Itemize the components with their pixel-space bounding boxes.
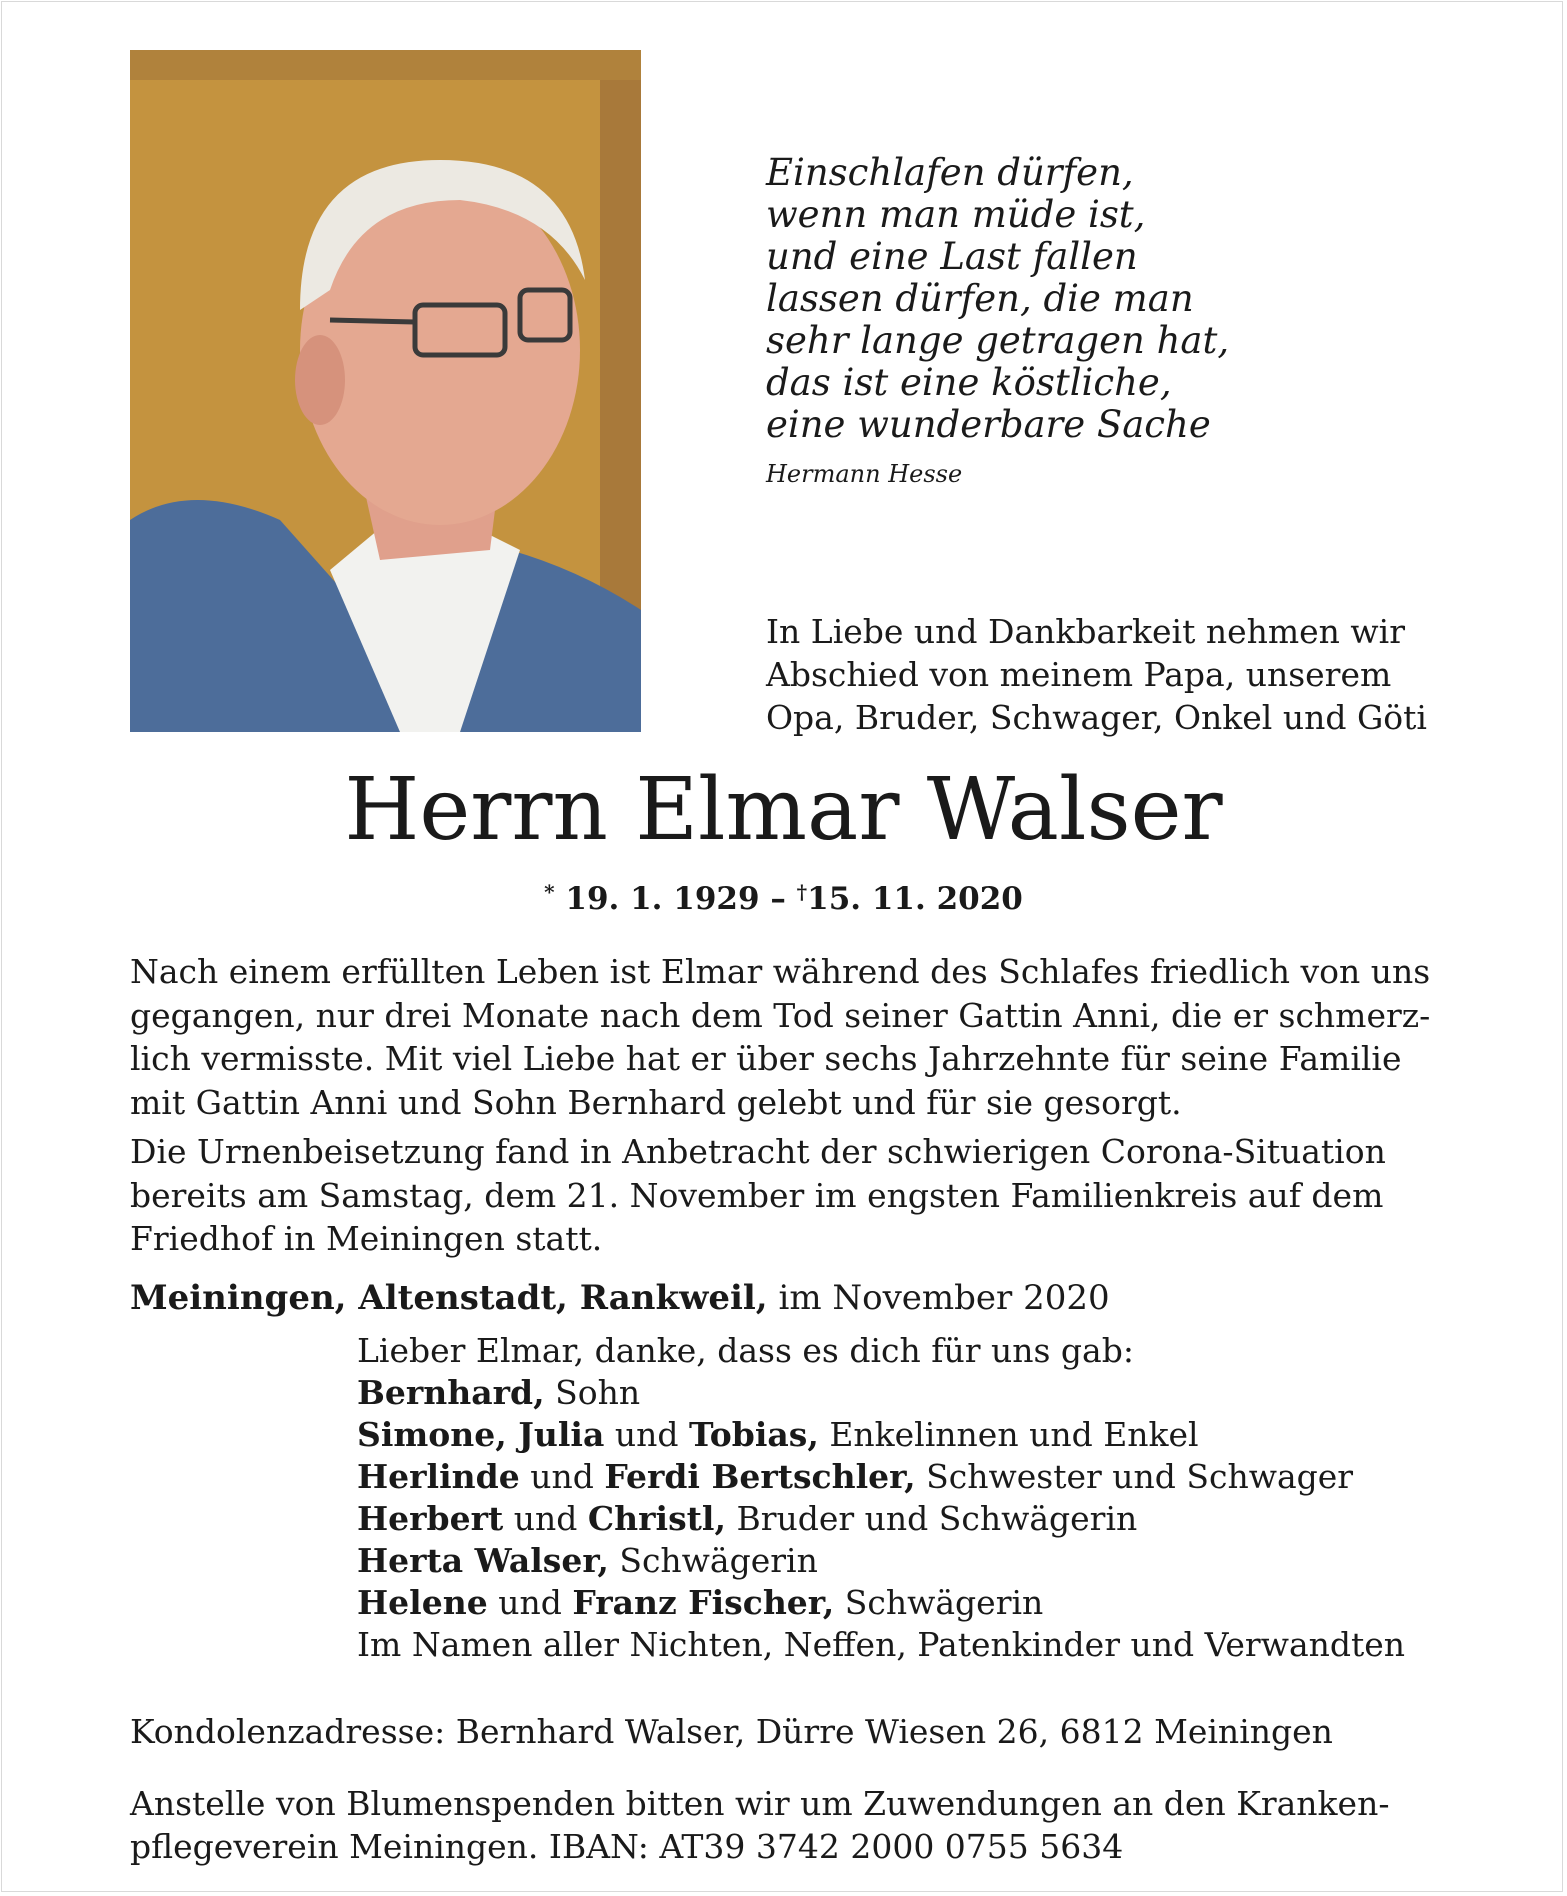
death-date: 15. 11. 2020 <box>807 881 1023 917</box>
poem-line: eine wunderbare Sache <box>766 403 1211 446</box>
mourner-name: Ferdi Bertschler, <box>604 1457 916 1496</box>
mourner-relation: Schwester und Schwager <box>926 1457 1354 1496</box>
mourner-relation: Enkelinnen und Enkel <box>829 1415 1199 1454</box>
mourner-row <box>357 1456 1457 1498</box>
mourner-row <box>357 1498 1457 1540</box>
text-line: mit Gattin Anni und Sohn Bernhard gelebt und für sie gesorgt. <box>130 1082 1182 1122</box>
mourners-list <box>357 1330 1457 1666</box>
text-line: Friedhof in Meiningen statt. <box>130 1219 603 1258</box>
mourner-relation: Schwägerin <box>844 1583 1044 1622</box>
mourner-name: Christl, <box>587 1499 726 1538</box>
conjunction: und <box>498 1583 562 1622</box>
text-line: gegangen, nur drei Monate nach dem Tod seiner Gattin Anni, die er schmerz- <box>130 995 1431 1035</box>
mourner-name: Tobias, <box>688 1415 819 1454</box>
poem-line: sehr lange getragen hat, <box>766 319 1230 362</box>
intro-text <box>766 610 1436 739</box>
text-line: lich vermisste. Mit viel Liebe hat er über sechs Jahrzehnte für seine Familie <box>130 1039 1402 1078</box>
birth-mark: * <box>544 880 555 904</box>
life-dates <box>0 880 1567 917</box>
mourner-name: Herbert <box>357 1499 504 1538</box>
mourner-row <box>357 1414 1457 1456</box>
poem-line: wenn man müde ist, <box>766 193 1146 236</box>
mourner-relation: Sohn <box>555 1373 641 1412</box>
poem <box>766 152 1266 446</box>
mourner-name: Bernhard, <box>357 1373 545 1412</box>
date-separator: – <box>770 881 786 917</box>
text-line: bereits am Samstag, dem 21. November im engsten Familienkreis auf dem <box>130 1175 1384 1215</box>
paragraph-life <box>130 950 1440 1124</box>
deceased-name: Herrn Elmar Walser <box>344 760 1223 860</box>
intro-line: Opa, Bruder, Schwager, Onkel und Göti <box>766 698 1427 737</box>
intro-line: In Liebe und Dankbarkeit nehmen wir <box>766 612 1406 651</box>
places: Meiningen, Altenstadt, Rankweil, <box>130 1278 768 1318</box>
donation-note <box>130 1782 1389 1868</box>
text-line: Die Urnenbeisetzung fand in Anbetracht der schwierigen Corona-Situation <box>130 1132 1386 1171</box>
poem-line: und eine Last fallen <box>766 235 1138 278</box>
conjunction: und <box>530 1457 594 1496</box>
text-line: Anstelle von Blumenspenden bitten wir um Zuwendungen an den Kranken- <box>130 1784 1390 1823</box>
mourner-name: Herlinde <box>357 1457 520 1496</box>
mourner-name: Helene <box>357 1583 488 1622</box>
mourner-name: Herta Walser, <box>357 1541 609 1580</box>
thanks-line: Lieber Elmar, danke, dass es dich für uns gab: <box>357 1331 1134 1370</box>
mourner-row <box>357 1540 1457 1582</box>
poem-line: das ist eine köstliche, <box>766 361 1172 404</box>
mourner-row <box>357 1372 1457 1414</box>
poem-line: Einschlafen dürfen, <box>766 151 1134 194</box>
paragraph-burial <box>130 1130 1440 1261</box>
birth-date: 19. 1. 1929 <box>565 881 760 917</box>
poem-line: lassen dürfen, die man <box>766 277 1194 320</box>
portrait-photo <box>130 50 641 732</box>
text-line: Nach einem erfüllten Leben ist Elmar während des Schlafes friedlich von uns <box>130 952 1431 991</box>
conjunction: und <box>513 1499 578 1538</box>
closing-line: Im Namen aller Nichten, Neffen, Patenkinder und Verwandten <box>357 1625 1406 1664</box>
intro-line: Abschied von meinem Papa, unserem <box>766 655 1392 694</box>
death-mark: † <box>796 880 808 904</box>
conjunction: und <box>614 1415 679 1454</box>
place-date-line <box>130 1278 1110 1318</box>
poem-author: Hermann Hesse <box>766 460 963 488</box>
notice-date: im November 2020 <box>778 1278 1110 1318</box>
mourner-relation: Schwägerin <box>619 1541 818 1580</box>
mourner-name: Franz Fischer, <box>572 1583 835 1622</box>
condolence-address: Kondolenzadresse: Bernhard Walser, Dürre Wiesen 26, 6812 Meiningen <box>130 1712 1333 1751</box>
mourner-relation: Bruder und Schwägerin <box>736 1499 1138 1538</box>
text-line: pflegeverein Meiningen. IBAN: AT39 3742 2000 0755 5634 <box>130 1827 1124 1866</box>
mourner-row <box>357 1582 1457 1624</box>
mourner-name: Simone, Julia <box>357 1415 605 1454</box>
